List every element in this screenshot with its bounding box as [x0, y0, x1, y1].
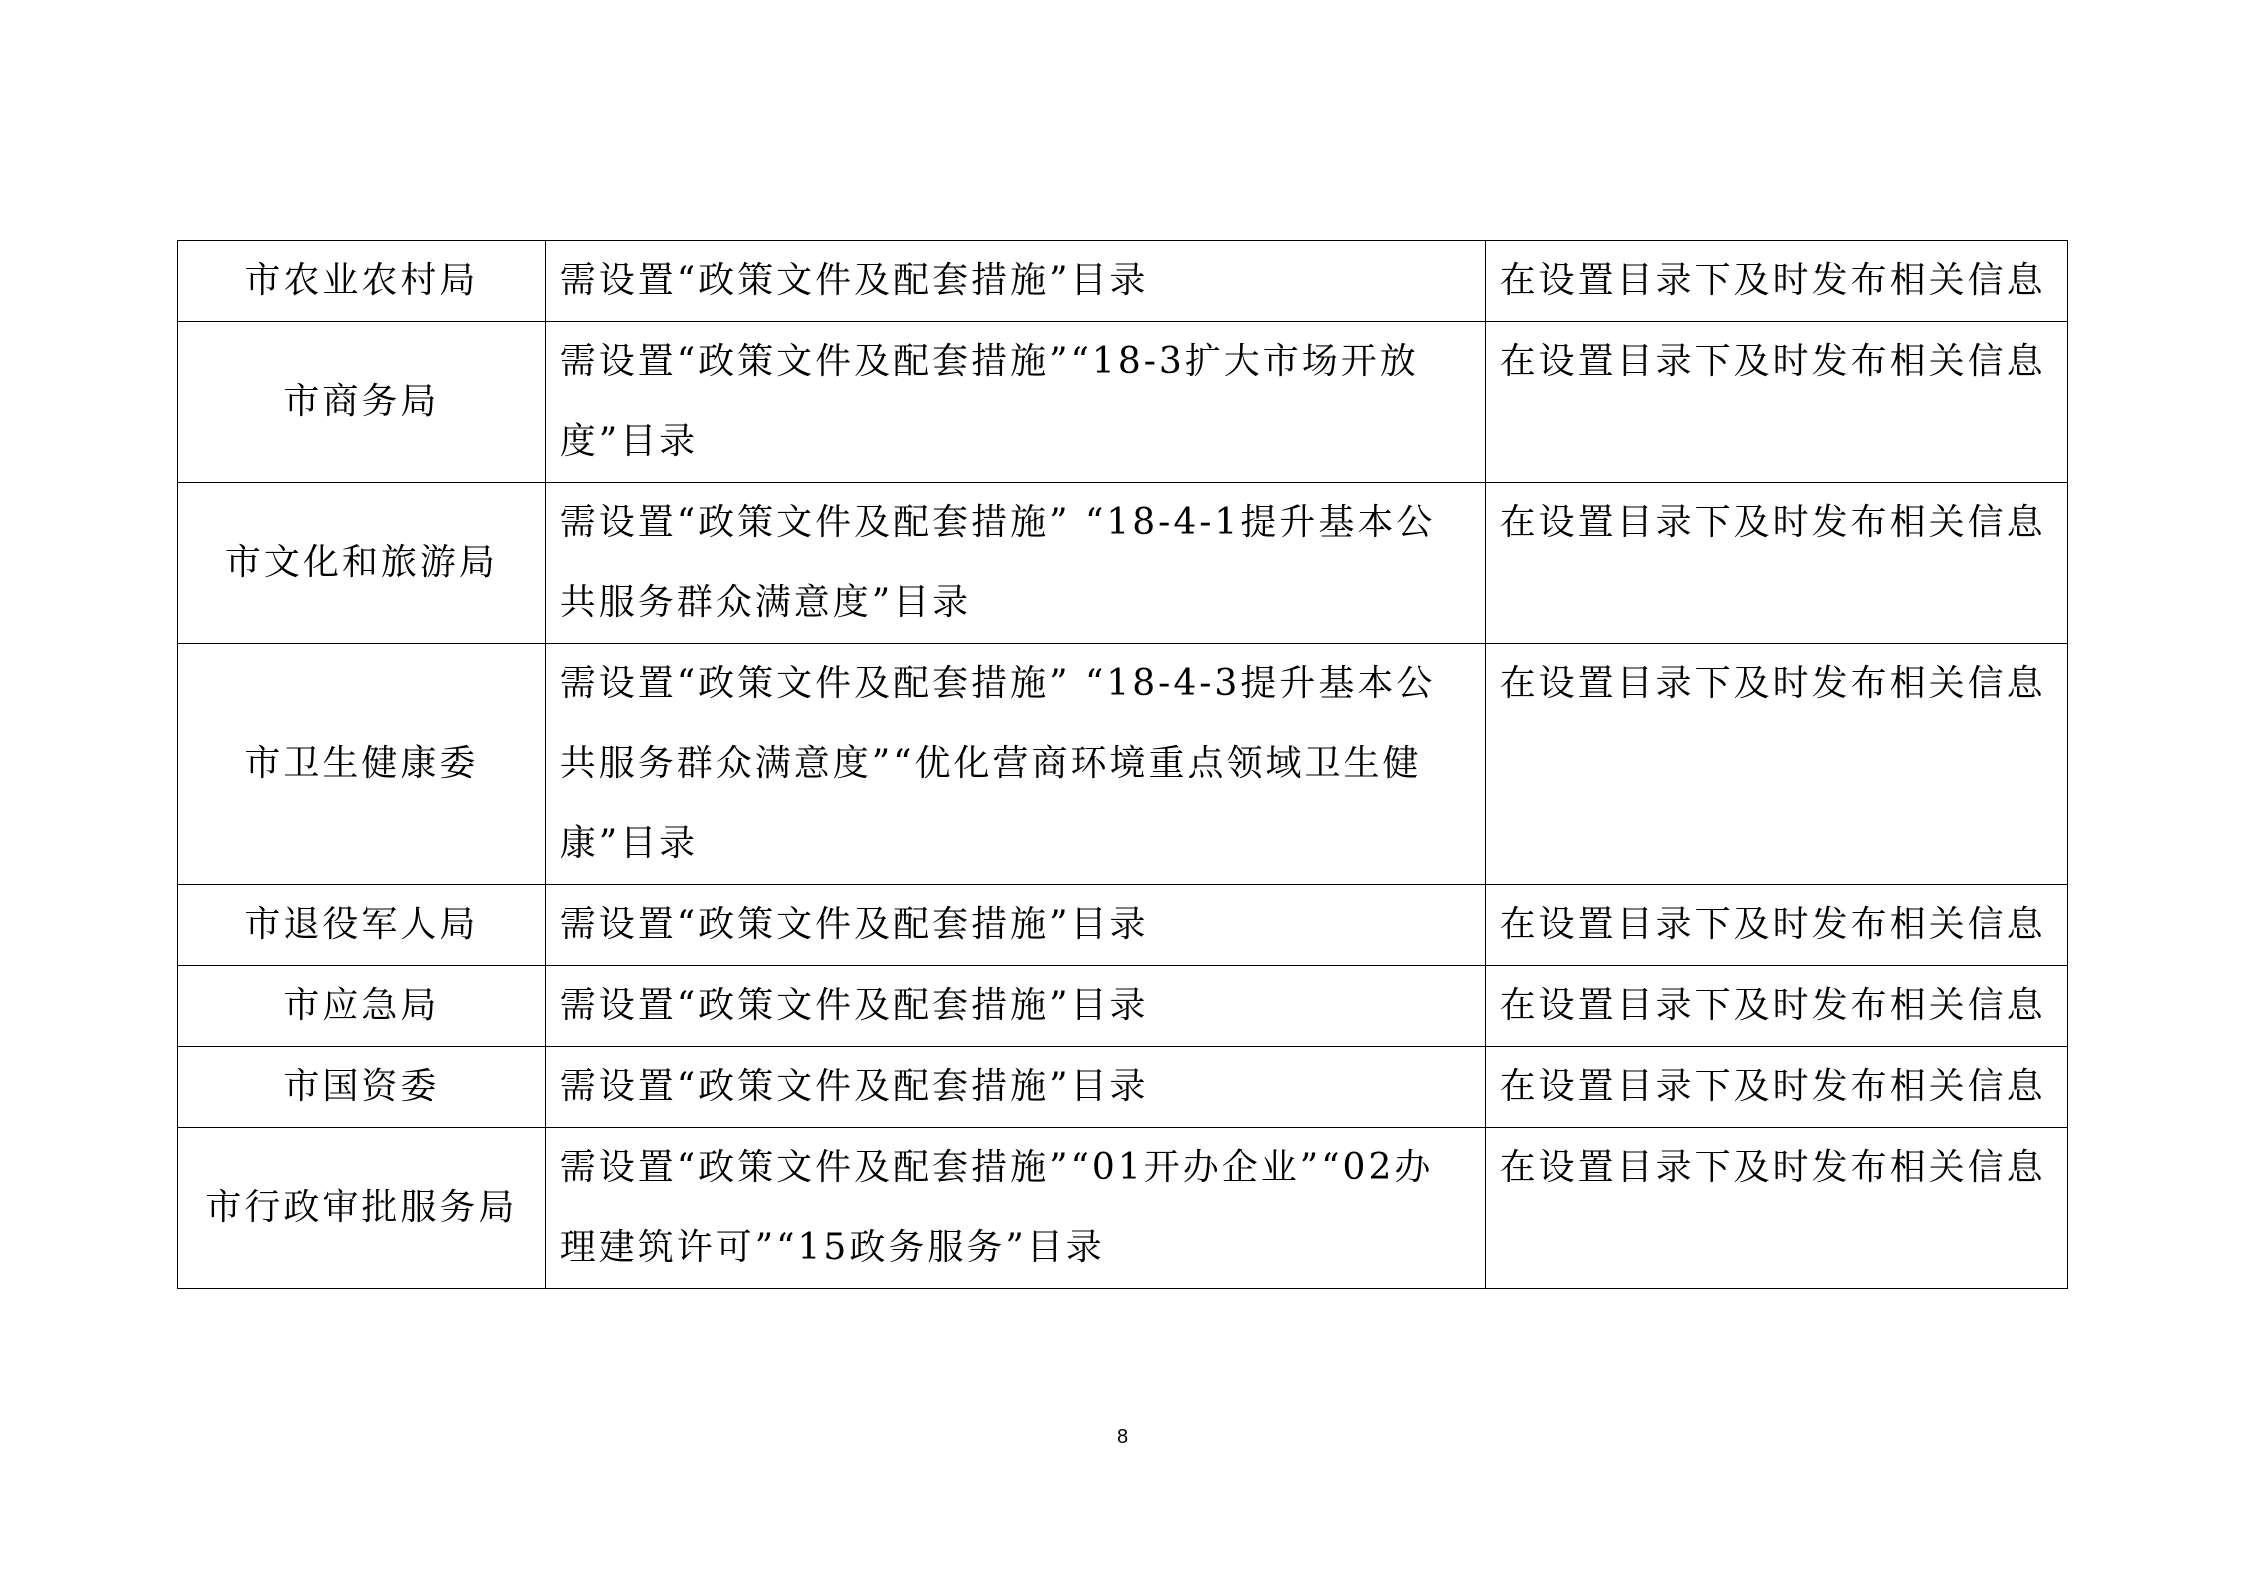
department-name: 市退役军人局: [244, 904, 479, 945]
action-cell: [1485, 644, 2067, 885]
action-cell: [1485, 1047, 2067, 1128]
action-text: 在设置目录下及时发布相关信息: [1499, 1147, 2046, 1188]
department-cell: [178, 966, 546, 1047]
requirement-text: 需设置“政策文件及配套措施”目录: [559, 904, 1149, 945]
table-row: [178, 241, 2068, 322]
table-row: [178, 1128, 2068, 1289]
requirement-cell: [545, 644, 1485, 885]
table-row: [178, 483, 2068, 644]
action-text: 在设置目录下及时发布相关信息: [1499, 1066, 2046, 1107]
requirement-cell: [545, 966, 1485, 1047]
action-cell: [1485, 241, 2067, 322]
requirement-text: 需设置“政策文件及配套措施”“01开办企业”“02办理建筑许可”“15政务服务”目录: [559, 1147, 1434, 1268]
department-cell: [178, 483, 546, 644]
requirement-cell: [545, 241, 1485, 322]
action-text: 在设置目录下及时发布相关信息: [1499, 985, 2046, 1026]
department-name: 市农业农村局: [244, 260, 479, 301]
requirement-text: 需设置“政策文件及配套措施” “18-4-3提升基本公共服务群众满意度”“优化营商环境重点领域卫生健康”目录: [559, 663, 1436, 864]
department-cell: [178, 1128, 546, 1289]
action-text: 在设置目录下及时发布相关信息: [1499, 502, 2046, 543]
requirement-cell: [545, 885, 1485, 966]
department-cell: [178, 885, 546, 966]
action-cell: [1485, 322, 2067, 483]
table-row: [178, 644, 2068, 885]
action-cell: [1485, 483, 2067, 644]
department-name: 市应急局: [283, 985, 440, 1026]
page-number: 8: [1116, 1426, 1129, 1448]
department-cell: [178, 1047, 546, 1128]
department-cell: [178, 322, 546, 483]
requirement-text: 需设置“政策文件及配套措施”“18-3扩大市场开放度”目录: [559, 341, 1419, 462]
action-cell: [1485, 1128, 2067, 1289]
action-text: 在设置目录下及时发布相关信息: [1499, 904, 2046, 945]
table-row: [178, 322, 2068, 483]
requirement-text: 需设置“政策文件及配套措施” “18-4-1提升基本公共服务群众满意度”目录: [559, 502, 1436, 623]
department-name: 市行政审批服务局: [205, 1187, 518, 1228]
action-text: 在设置目录下及时发布相关信息: [1499, 663, 2046, 704]
requirement-text: 需设置“政策文件及配套措施”目录: [559, 260, 1149, 301]
requirement-cell: [545, 322, 1485, 483]
table-row: [178, 1047, 2068, 1128]
requirement-text: 需设置“政策文件及配套措施”目录: [559, 985, 1149, 1026]
requirement-text: 需设置“政策文件及配套措施”目录: [559, 1066, 1149, 1107]
requirement-cell: [545, 483, 1485, 644]
department-name: 市文化和旅游局: [224, 542, 498, 583]
requirement-cell: [545, 1047, 1485, 1128]
department-name: 市国资委: [283, 1066, 440, 1107]
department-name: 市卫生健康委: [244, 743, 479, 784]
table-row: [178, 966, 2068, 1047]
department-cell: [178, 644, 546, 885]
action-text: 在设置目录下及时发布相关信息: [1499, 341, 2046, 382]
action-cell: [1485, 885, 2067, 966]
action-cell: [1485, 966, 2067, 1047]
department-cell: [178, 241, 546, 322]
requirement-cell: [545, 1128, 1485, 1289]
action-text: 在设置目录下及时发布相关信息: [1499, 260, 2046, 301]
department-name: 市商务局: [283, 381, 440, 422]
policy-directory-table: [177, 240, 2068, 1289]
table-row: [178, 885, 2068, 966]
